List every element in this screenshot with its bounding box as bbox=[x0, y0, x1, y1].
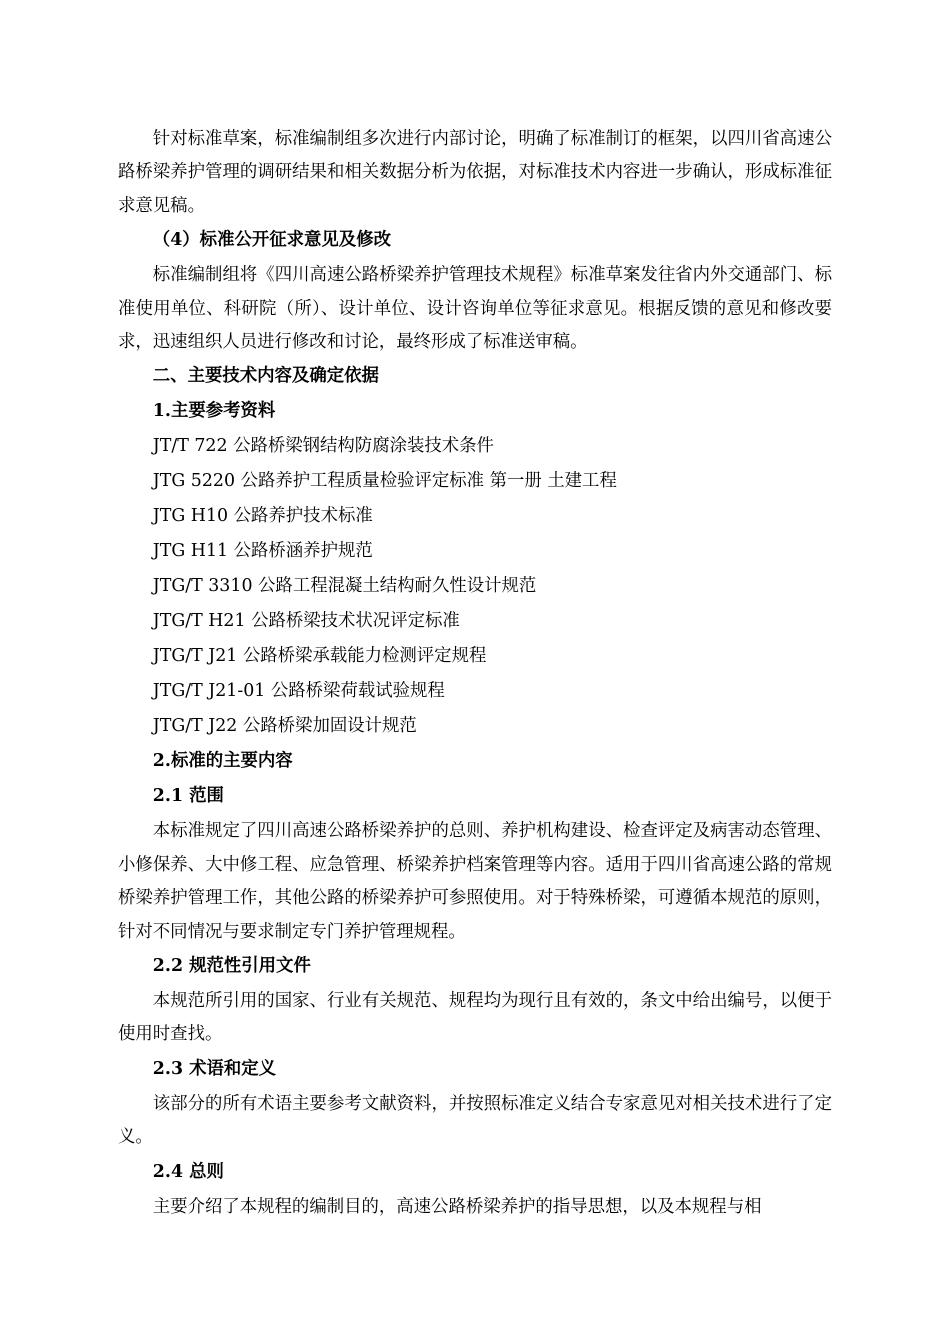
document-page bbox=[118, 122, 832, 1224]
heading-public-comment: （4）标准公开征求意见及修改 bbox=[152, 230, 391, 251]
reference-item: JTG/T H21 公路桥梁技术状况评定标准 bbox=[152, 611, 460, 632]
paragraph-public-comment: 标准编制组将《四川高速公路桥梁养护管理技术规程》标准草案发往省内外交通部门、标准使用单位、科研院（所）、设计单位、设计咨询单位等征求意见。根据反馈的意见和修改要求，迅速组织人员进行修改和讨论，最终形成了标准送审稿。 bbox=[118, 265, 832, 353]
reference-item: JTG H11 公路桥涵养护规范 bbox=[152, 541, 373, 562]
heading-main-technical-content: 二、主要技术内容及确定依据 bbox=[152, 366, 379, 387]
heading-general-provisions: 2.4 总则 bbox=[152, 1161, 224, 1182]
heading-scope: 2.1 范围 bbox=[152, 786, 224, 807]
paragraph-scope: 本标准规定了四川高速公路桥梁养护的总则、养护机构建设、检查评定及病害动态管理、小修保养、大中修工程、应急管理、桥梁养护档案管理等内容。适用于四川省高速公路的常规桥梁养护管理工作，其他公路的桥梁养护可参照使用。对于特殊桥梁，可遵循本规范的原则，针对不同情况与要求制定专门养护管理规程。 bbox=[118, 821, 832, 942]
heading-main-references: 1.主要参考资料 bbox=[152, 401, 276, 422]
reference-item: JTG/T J21 公路桥梁承载能力检测评定规程 bbox=[152, 646, 487, 667]
reference-item: JTG H10 公路养护技术标准 bbox=[152, 506, 373, 527]
heading-terms-definitions: 2.3 术语和定义 bbox=[152, 1058, 277, 1079]
paragraph-general-provisions: 主要介绍了本规程的编制目的，高速公路桥梁养护的指导思想，以及本规程与相 bbox=[152, 1196, 762, 1217]
reference-item: JTG 5220 公路养护工程质量检验评定标准 第一册 土建工程 bbox=[152, 471, 617, 492]
heading-standard-content: 2.标准的主要内容 bbox=[152, 751, 293, 772]
reference-item: JTG/T J21-01 公路桥梁荷载试验规程 bbox=[152, 681, 445, 702]
reference-item: JTG/T 3310 公路工程混凝土结构耐久性设计规范 bbox=[152, 576, 537, 597]
paragraph-terms-definitions: 该部分的所有术语主要参考文献资料，并按照标准定义结合专家意见对相关技术进行了定义。 bbox=[118, 1093, 832, 1148]
paragraph-draft-discussion: 针对标准草案，标准编制组多次进行内部讨论，明确了标准制订的框架，以四川省高速公路桥梁养护管理的调研结果和相关数据分析为依据，对标准技术内容进一步确认，形成标准征求意见稿。 bbox=[118, 129, 832, 216]
reference-item: JT/T 722 公路桥梁钢结构防腐涂装技术条件 bbox=[152, 436, 494, 457]
paragraph-normative-references: 本规范所引用的国家、行业有关规范、规程均为现行且有效的，条文中给出编号，以便于使用时查找。 bbox=[118, 991, 832, 1045]
reference-item: JTG/T J22 公路桥梁加固设计规范 bbox=[152, 716, 417, 737]
heading-normative-references: 2.2 规范性引用文件 bbox=[152, 956, 311, 977]
